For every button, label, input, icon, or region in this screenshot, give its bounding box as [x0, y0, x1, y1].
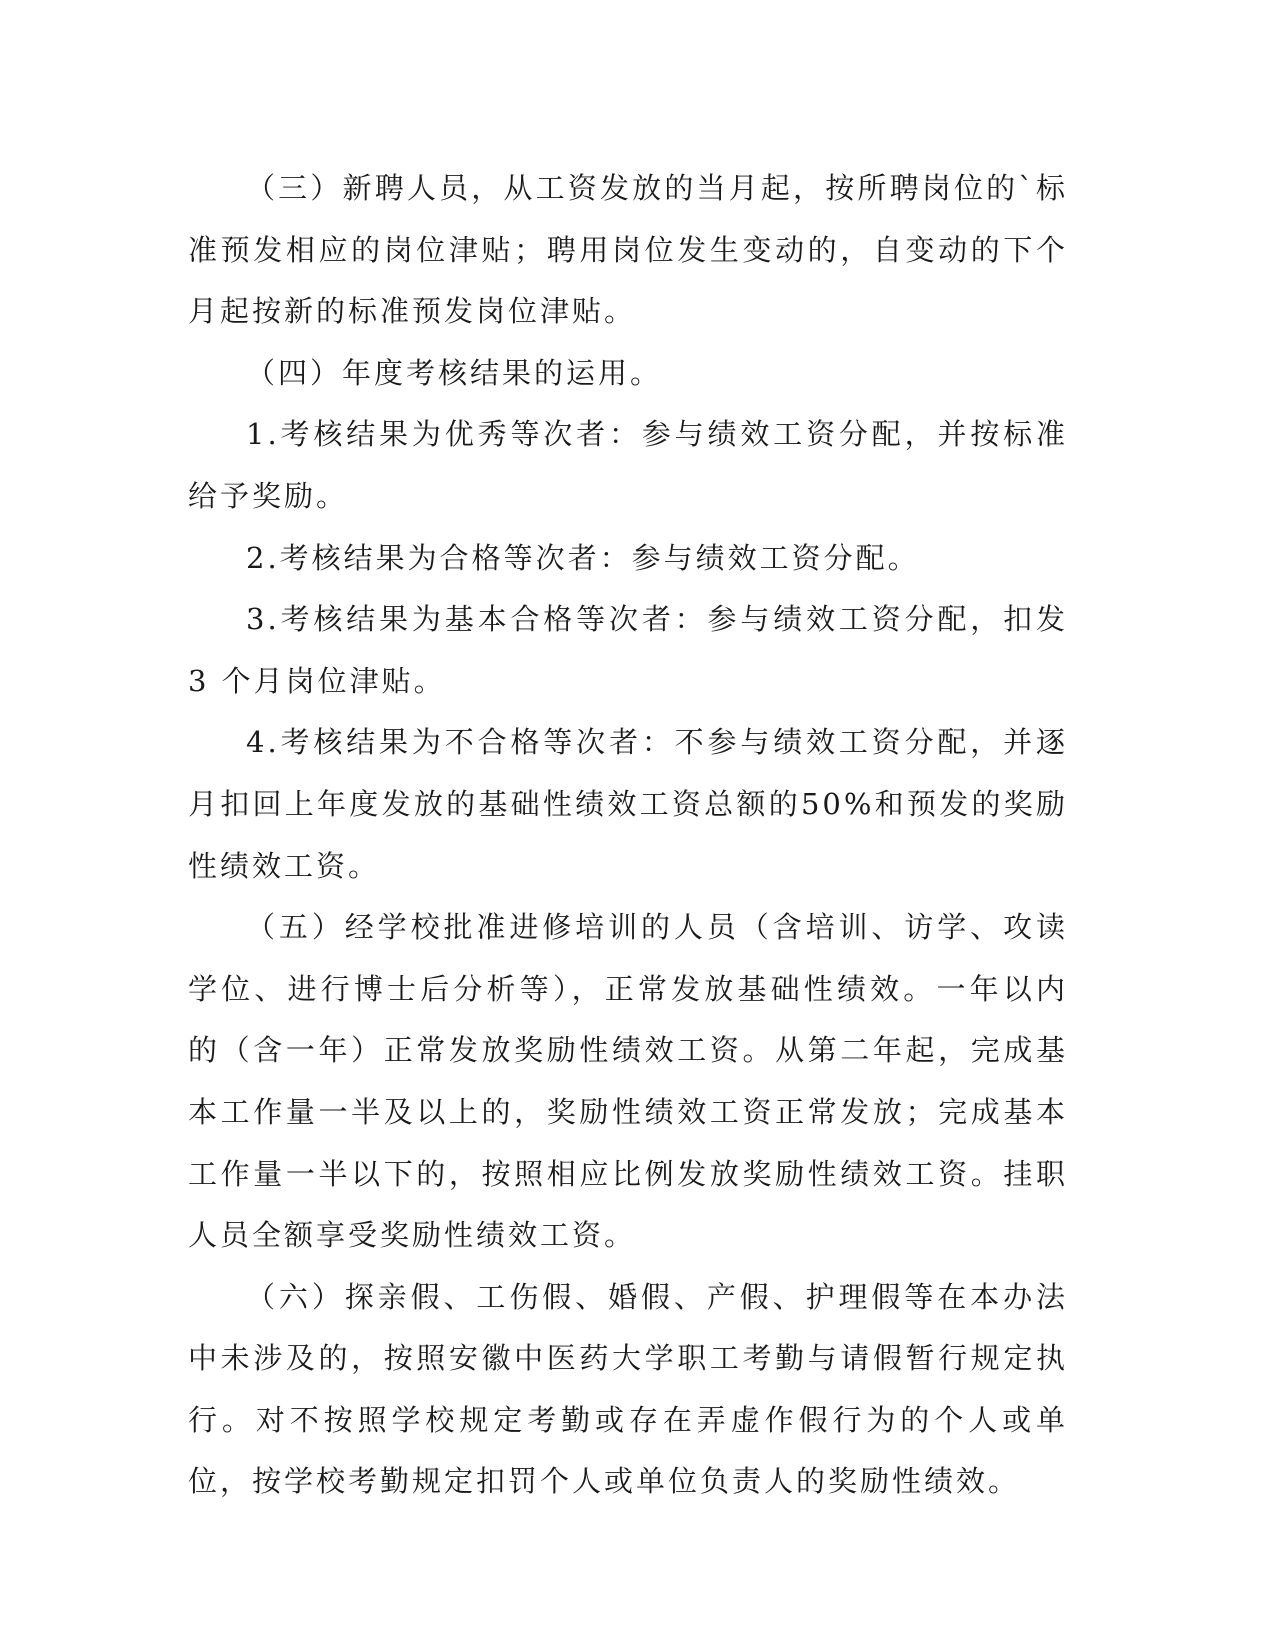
paragraph-training-personnel: （五）经学校批准进修培训的人员（含培训、访学、攻读学位、进行博士后分析等），正常发放基础性绩效。一年以内的（含一年）正常发放奖励性绩效工资。从第二年起，完成基本工作量一半及以上的，奖励性绩效工资正常发放；完成基本工作量一半以下的，按照相应比例发放奖励性绩效工资。挂职人员全额享受奖励性绩效工资。 — [188, 910, 1068, 1253]
paragraph-assessment-unqualified: 4.考核结果为不合格等次者：不参与绩效工资分配，并逐月扣回上年度发放的基础性绩效工资总额的50%和预发的奖励性绩效工资。 — [188, 725, 1068, 883]
paragraph-new-hire-allowance: （三）新聘人员，从工资发放的当月起，按所聘岗位的`标准预发相应的岗位津贴；聘用岗位发生变动的，自变动的下个月起按新的标准预发岗位津贴。 — [188, 171, 1068, 329]
paragraph-assessment-excellent: 1.考核结果为优秀等次者：参与绩效工资分配，并按标准给予奖励。 — [188, 417, 1068, 513]
paragraph-annual-assessment-heading: （四）年度考核结果的运用。 — [246, 355, 663, 390]
paragraph-assessment-basic-qualified: 3.考核结果为基本合格等次者：参与绩效工资分配，扣发 3 个月岗位津贴。 — [188, 602, 1068, 698]
document-body — [188, 158, 1068, 1513]
paragraph-leave-attendance: （六）探亲假、工伤假、婚假、产假、护理假等在本办法中未涉及的，按照安徽中医药大学职工考勤与请假暂行规定执行。对不按照学校规定考勤或存在弄虚作假行为的个人或单位，按学校考勤规定扣罚个人或单位负责人的奖励性绩效。 — [188, 1279, 1068, 1499]
paragraph-assessment-qualified: 2.考核结果为合格等次者：参与绩效工资分配。 — [246, 540, 920, 575]
